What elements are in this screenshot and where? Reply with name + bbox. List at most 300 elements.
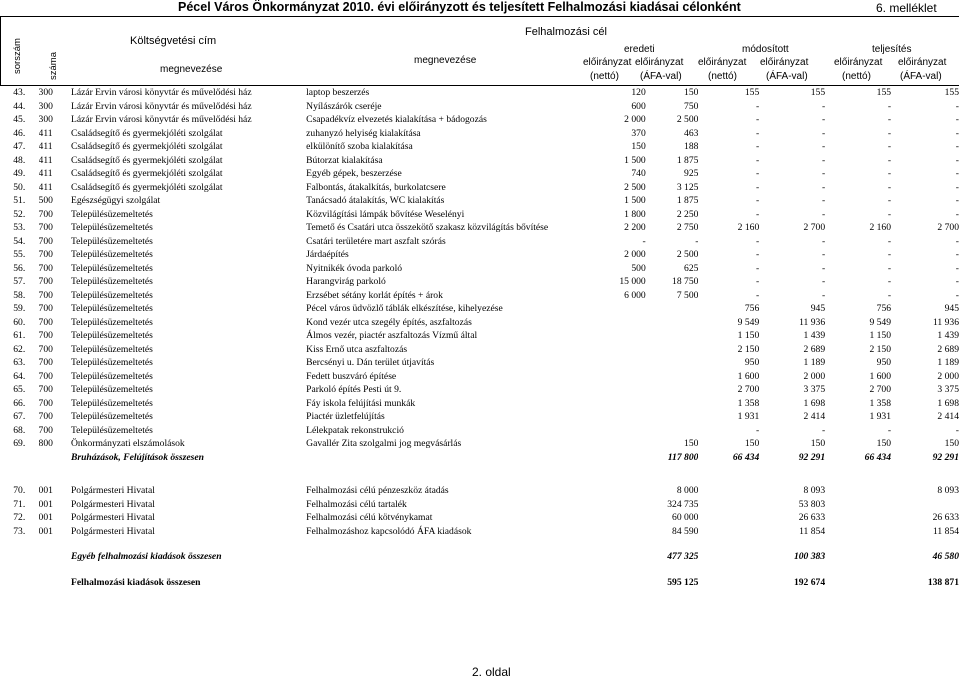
row-code: 700 (38, 411, 53, 422)
row-budget-title: Településüzemeltetés (70, 222, 153, 233)
mod-gross: 11 936 (799, 316, 826, 328)
mod-gross: 3 375 (803, 384, 826, 395)
row-budget-title: Polgármesteri Hivatal (70, 512, 155, 523)
col-megnevezese-left: megnevezése (160, 64, 223, 75)
mod-net: - (756, 154, 760, 166)
row-number: 44. (13, 100, 26, 112)
row-purpose: Bútorzat kialakítása (306, 154, 383, 166)
row-budget-title: Családsegítő és gyermekjóléti szolgálat (70, 154, 223, 166)
mod-net: 150 (744, 438, 760, 449)
subtotal-orig-gross: 117 800 (667, 451, 699, 463)
perf-net: - (887, 168, 892, 179)
row-code: 411 (38, 181, 53, 193)
orig-net: 1 500 (624, 154, 646, 166)
sub-teljesites-netto: (nettó) (842, 71, 871, 82)
mod-gross: - (821, 424, 826, 436)
perf-net: 950 (876, 357, 892, 368)
mod-gross: 1 698 (803, 397, 826, 409)
mod-net: 950 (744, 357, 760, 368)
orig-gross: 18 750 (672, 276, 699, 287)
mod-gross: 2 689 (803, 343, 826, 355)
orig-net (592, 316, 646, 330)
row-code: 001 (38, 525, 53, 537)
row-budget-title: Önkormányzati elszámolások (70, 438, 185, 449)
orig-gross (646, 343, 699, 357)
row-purpose: Harangvirág parkoló (306, 276, 386, 287)
perf-gross: 1 189 (937, 357, 959, 368)
perf-gross: - (955, 114, 959, 125)
table-row (0, 356, 959, 370)
mod-net (698, 525, 759, 539)
mod-net: 155 (744, 87, 760, 98)
col-szama: száma (48, 52, 59, 80)
mod-gross: - (821, 249, 826, 260)
row-purpose: Tanácsadó átalakítás, WC kialakítás (306, 195, 445, 206)
row-budget-title: Lázár Ervin városi könyvtár és művelődési ház (70, 87, 252, 98)
row-code: 001 (38, 512, 53, 523)
row-purpose: Nyitnikék óvoda parkoló (306, 262, 403, 274)
perf-net: - (887, 249, 892, 260)
row-code: 411 (38, 141, 53, 152)
perf-net (825, 511, 891, 525)
perf-net: - (887, 235, 892, 247)
table-row (0, 424, 959, 438)
mod-net (698, 511, 759, 525)
subtotal-orig-net (592, 451, 646, 465)
orig-net (592, 302, 646, 316)
orig-net: 600 (631, 100, 646, 112)
perf-net: 1 358 (869, 397, 892, 409)
perf-gross: - (955, 262, 959, 274)
row-purpose: zuhanyzó helyiség kialakítása (306, 127, 421, 139)
table-row (0, 100, 959, 114)
orig-net: 6 000 (624, 289, 646, 301)
total-all-row-label: Felhalmozási kiadások összesen (70, 576, 201, 588)
mod-net: - (756, 100, 760, 112)
table-row (0, 167, 959, 181)
orig-gross: - (695, 235, 699, 247)
perf-gross: 1 439 (937, 330, 959, 341)
annex-label: 6. melléklet (876, 1, 937, 15)
orig-gross (646, 316, 699, 330)
row-budget-title: Településüzemeltetés (70, 343, 153, 355)
orig-gross (646, 424, 699, 438)
table-row (0, 140, 959, 154)
row-number: 59. (13, 303, 26, 314)
perf-gross: 2 700 (937, 222, 959, 233)
perf-gross: 8 093 (937, 485, 959, 496)
total-all-row-blank (39, 576, 71, 590)
orig-net: 500 (631, 262, 646, 274)
table-row (0, 383, 959, 397)
perf-gross: - (955, 424, 959, 436)
row-purpose: Erzsébet sétány korlát építés + árok (306, 289, 443, 301)
perf-net: 1 931 (869, 411, 892, 422)
perf-net: 155 (876, 87, 892, 98)
row-budget-title: Településüzemeltetés (70, 357, 153, 368)
orig-gross (646, 383, 699, 397)
row-code: 411 (38, 127, 53, 139)
perf-net: - (887, 141, 892, 152)
perf-gross: 26 633 (932, 512, 959, 523)
row-number: 63. (13, 357, 26, 368)
table-row (0, 397, 959, 411)
row-purpose: Falbontás, átakalkítás, burkolatcsere (306, 181, 446, 193)
perf-gross: 155 (944, 87, 959, 98)
row-purpose: Kond vezér utca szegély építés, aszfaltozás (306, 316, 472, 328)
orig-net (592, 410, 646, 424)
row-number: 45. (13, 114, 26, 125)
mod-net: 756 (744, 303, 760, 314)
row-code: 700 (38, 208, 53, 220)
orig-gross: 1 875 (676, 195, 699, 206)
row-purpose: Fedett buszváró építése (306, 370, 397, 382)
orig-net (592, 329, 646, 343)
orig-net (592, 498, 646, 512)
total-all-row (0, 576, 959, 590)
col-koltsegvetesi-cim: Költségvetési cím (130, 35, 217, 47)
row-budget-title: Lázár Ervin városi könyvtár és művelődési ház (70, 100, 252, 112)
mod-gross: - (821, 154, 826, 166)
orig-net (592, 484, 646, 498)
spacer-cell (0, 564, 959, 576)
orig-net (592, 383, 646, 397)
mod-net: - (756, 208, 760, 220)
row-budget-title: Településüzemeltetés (70, 397, 153, 409)
row-code: 300 (38, 100, 53, 112)
sub-teljesites-afaval: (ÁFA-val) (900, 71, 942, 82)
row-code: 700 (38, 262, 53, 274)
subtotal-mod-gross: 92 291 (798, 451, 826, 463)
orig-net: 15 000 (619, 276, 646, 287)
orig-gross: 188 (684, 141, 699, 152)
perf-gross: - (955, 100, 959, 112)
perf-net: 2 700 (869, 384, 892, 395)
row-code: 700 (38, 303, 53, 314)
orig-gross: 3 125 (676, 181, 699, 193)
row-number: 58. (13, 289, 26, 301)
row-budget-title: Településüzemeltetés (70, 235, 153, 247)
row-code: 700 (38, 384, 53, 395)
mod-gross: - (821, 289, 826, 301)
table-row (0, 525, 959, 539)
header-left-rule (0, 16, 1, 86)
table-row (0, 343, 959, 357)
orig-gross (646, 410, 699, 424)
perf-net (825, 484, 891, 498)
row-purpose: Piactér üzletfelújítás (306, 411, 385, 422)
total-all-row-blank (0, 576, 39, 590)
sub-teljesites-afaval-label: előirányzat (898, 57, 947, 68)
mod-gross: 2 000 (803, 370, 826, 382)
orig-gross (646, 329, 699, 343)
mod-gross: 53 803 (798, 498, 826, 510)
row-number: 43. (13, 87, 26, 98)
table-row (0, 302, 959, 316)
total-all-row-mod-net (698, 576, 759, 590)
orig-gross: 7 500 (676, 289, 699, 301)
row-number: 53. (13, 222, 26, 233)
header-top-rule (0, 16, 959, 17)
mod-gross: 26 633 (798, 512, 826, 523)
row-number: 61. (13, 330, 26, 341)
row-number: 62. (13, 343, 26, 355)
orig-net: 740 (631, 168, 646, 179)
row-number: 48. (13, 154, 26, 166)
mod-net: - (756, 127, 760, 139)
orig-net (592, 370, 646, 384)
orig-gross: 324 735 (667, 498, 699, 510)
spacer-row (0, 564, 959, 576)
mod-gross: 11 854 (799, 525, 826, 537)
orig-net: 150 (631, 141, 646, 152)
orig-gross (646, 356, 699, 370)
mod-gross: 2 414 (803, 411, 826, 422)
orig-net: 1 800 (624, 208, 646, 220)
mod-net: - (756, 235, 760, 247)
total-all-row-perf-gross: 138 871 (927, 576, 959, 588)
mod-net: - (756, 168, 760, 179)
perf-net: - (887, 154, 892, 166)
sub-modositott-afaval-label: előirányzat (760, 57, 809, 68)
row-purpose: Lélekpatak rekonstrukció (306, 424, 404, 436)
mod-net: - (756, 195, 760, 206)
row-purpose: Kiss Ernő utca aszfaltozás (306, 343, 408, 355)
table-row (0, 498, 959, 512)
row-purpose: Gavallér Zita szolgalmi jog megvásárlás (306, 438, 462, 449)
subtotal-mod-net: 66 434 (732, 451, 760, 463)
row-purpose: Fáy iskola felújítási munkák (306, 397, 416, 409)
total-other-row (0, 550, 959, 564)
orig-net: 2 200 (624, 222, 646, 233)
mod-net: 2 700 (737, 384, 760, 395)
orig-gross: 8 000 (676, 485, 699, 496)
subtotal-label: Bruházások, Felújítások összesen (70, 451, 204, 463)
table-row (0, 154, 959, 168)
row-code: 800 (38, 438, 53, 449)
row-code: 700 (38, 357, 53, 368)
mod-net: 2 160 (737, 222, 760, 233)
title-bar (0, 0, 959, 16)
orig-net: 2 500 (624, 181, 646, 193)
row-number: 68. (13, 424, 26, 436)
mod-gross: - (821, 195, 826, 206)
row-budget-title: Településüzemeltetés (70, 289, 153, 301)
orig-net: 2 000 (624, 114, 646, 125)
total-other-row-mod-gross: 100 383 (793, 551, 826, 562)
mod-net: - (756, 249, 760, 260)
row-budget-title: Településüzemeltetés (70, 303, 153, 314)
orig-gross: 925 (684, 168, 699, 179)
mod-net: - (756, 181, 760, 193)
total-other-row-orig-net (592, 550, 646, 564)
perf-gross: 2 000 (937, 370, 959, 382)
group-teljesites: teljesítés (872, 44, 912, 55)
mod-net (698, 498, 759, 512)
mod-gross: 155 (810, 87, 826, 98)
row-number: 57. (13, 276, 26, 287)
table-row (0, 194, 959, 208)
row-number: 49. (13, 168, 26, 179)
subtotal-perf-net: 66 434 (864, 451, 892, 463)
row-purpose: Csapadékvíz elvezetés kialakítása + bádogozás (306, 114, 487, 125)
total-other-row-mod-net (698, 550, 759, 564)
row-purpose: laptop beszerzés (306, 87, 370, 98)
orig-gross (646, 370, 699, 384)
total-other-row-perf-net (825, 550, 891, 564)
sub-modositott-netto: (nettó) (708, 71, 737, 82)
row-number: 66. (13, 397, 26, 409)
perf-net: - (887, 127, 892, 139)
perf-gross: 2 414 (937, 411, 959, 422)
row-number: 73. (13, 525, 26, 537)
total-other-row-perf-gross: 46 580 (932, 551, 959, 562)
total-all-row-perf-net (825, 576, 891, 590)
row-number: 71. (13, 498, 26, 510)
perf-net: - (887, 114, 892, 125)
row-code: 411 (38, 168, 53, 179)
row-purpose: Csatári területére mart aszfalt szórás (306, 235, 446, 247)
sub-eredeti-netto: (nettó) (590, 71, 619, 82)
row-purpose: Temető és Csatári utca összekötő szakasz közvilágítás bővítése (306, 222, 549, 233)
row-budget-title: Polgármesteri Hivatal (70, 498, 155, 510)
row-purpose: Parkoló építés Pesti út 9. (306, 384, 402, 395)
mod-net: - (756, 424, 760, 436)
orig-net: 120 (631, 87, 646, 98)
row-code: 700 (38, 397, 53, 409)
table-row (0, 484, 959, 498)
perf-gross: - (955, 235, 959, 247)
perf-gross: - (955, 276, 959, 287)
row-purpose: elkülönítő szoba kialakítása (306, 141, 413, 152)
mod-net: 2 150 (737, 343, 760, 355)
table-row (0, 181, 959, 195)
row-budget-title: Polgármesteri Hivatal (70, 485, 155, 496)
table-row (0, 437, 959, 451)
row-budget-title: Családsegítő és gyermekjóléti szolgálat (70, 141, 223, 152)
orig-net (592, 397, 646, 411)
mod-gross: - (821, 127, 826, 139)
perf-net: - (887, 276, 892, 287)
mod-gross: - (821, 235, 826, 247)
row-code: 700 (38, 330, 53, 341)
orig-net: 370 (631, 127, 646, 139)
mod-gross: - (821, 181, 826, 193)
row-code: 700 (38, 222, 53, 233)
perf-net: 2 150 (869, 343, 892, 355)
row-budget-title: Településüzemeltetés (70, 208, 153, 220)
perf-gross: - (955, 289, 959, 301)
orig-net (592, 424, 646, 438)
orig-gross: 150 (684, 438, 699, 449)
perf-net: - (887, 195, 892, 206)
row-budget-title: Polgármesteri Hivatal (70, 525, 155, 537)
row-number: 52. (13, 208, 26, 220)
subtotal-perf-gross: 92 291 (932, 451, 959, 463)
sub-teljesites-netto-label: előirányzat (834, 57, 883, 68)
sub-modositott-netto-label: előirányzat (698, 57, 747, 68)
expenditure-table (0, 86, 959, 464)
orig-net: - (642, 235, 646, 247)
table-row (0, 289, 959, 303)
perf-gross: 11 936 (932, 316, 959, 328)
perf-gross: 150 (944, 438, 959, 449)
row-number: 54. (13, 235, 26, 247)
table-row (0, 127, 959, 141)
row-code: 001 (38, 485, 53, 496)
group-eredeti: eredeti (624, 44, 655, 55)
mod-gross: - (821, 114, 826, 125)
row-budget-title: Településüzemeltetés (70, 424, 153, 436)
row-code: 300 (38, 87, 53, 98)
row-number: 69. (13, 438, 26, 449)
row-code: 001 (38, 498, 53, 510)
row-code: 700 (38, 370, 53, 382)
row-number: 70. (13, 485, 26, 496)
perf-net: - (887, 424, 892, 436)
spacer-cell (0, 538, 959, 550)
perf-gross: - (955, 208, 959, 220)
row-code: 700 (38, 316, 53, 328)
orig-gross: 150 (684, 87, 699, 98)
perf-gross: - (955, 141, 959, 152)
mod-gross: 150 (810, 438, 826, 449)
perf-gross: - (955, 195, 959, 206)
total-other-row-orig-gross: 477 325 (667, 551, 699, 562)
row-budget-title: Településüzemeltetés (70, 262, 153, 274)
page-title: Pécel Város Önkormányzat 2010. évi előirányzott és teljesített Felhalmozási kiadásai célonként (178, 0, 741, 14)
row-budget-title: Településüzemeltetés (70, 370, 153, 382)
orig-gross: 2 500 (676, 249, 699, 260)
perf-net: 150 (876, 438, 892, 449)
row-number: 51. (13, 195, 26, 206)
mod-gross: 8 093 (803, 485, 826, 496)
row-number: 64. (13, 370, 26, 382)
row-budget-title: Lázár Ervin városi könyvtár és művelődési ház (70, 114, 252, 125)
perf-gross: - (955, 154, 959, 166)
mod-net: - (756, 262, 760, 274)
sub-eredeti-netto-label: előirányzat (583, 57, 632, 68)
orig-net (592, 511, 646, 525)
row-budget-title: Egészségügyi szolgálat (70, 195, 161, 206)
table-row (0, 235, 959, 249)
table-row (0, 370, 959, 384)
row-purpose: Nyílászárók cseréje (306, 100, 382, 112)
perf-net (825, 525, 891, 539)
total-other-row-blank (39, 550, 71, 564)
perf-gross: 1 698 (937, 397, 959, 409)
col-megnevezese-right: megnevezése (414, 55, 477, 66)
row-purpose: Álmos vezér, piactér aszfaltozás Vízmű által (306, 330, 478, 341)
row-purpose: Járdaépítés (306, 249, 349, 260)
orig-gross: 625 (684, 262, 699, 274)
row-code: 700 (38, 249, 53, 260)
mod-net: 1 600 (737, 370, 760, 382)
mod-net: - (756, 114, 760, 125)
row-budget-title: Településüzemeltetés (70, 384, 153, 395)
sub-eredeti-afaval: (ÁFA-val) (640, 71, 682, 82)
perf-net: 2 160 (869, 222, 892, 233)
perf-net: 1 150 (869, 330, 892, 341)
table-row (0, 113, 959, 127)
row-purpose: Felhalmozási célú kötvénykamat (306, 512, 433, 523)
row-purpose: Egyéb gépek, beszerzése (306, 168, 402, 179)
perf-net: 1 600 (869, 370, 892, 382)
row-purpose: Felhalmozási célú tartalék (306, 498, 407, 510)
total-all-row-orig-net (592, 576, 646, 590)
mod-net: - (756, 141, 760, 152)
mod-gross: - (821, 276, 826, 287)
